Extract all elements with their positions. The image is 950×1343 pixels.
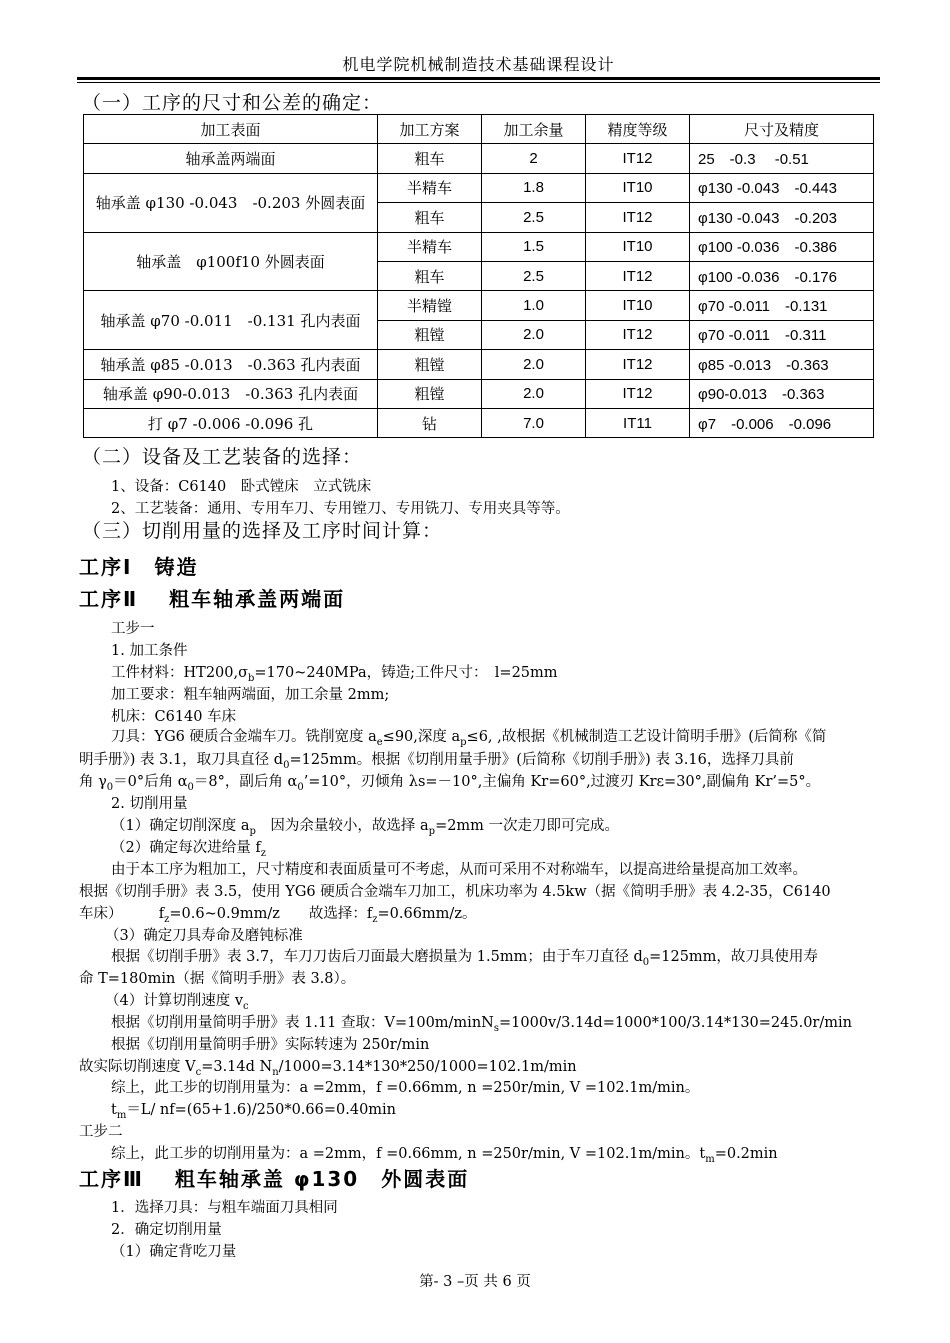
machining-time: $t_m=L/$ nf=(65+1.6)/250*0.66=0.40min <box>111 1102 397 1121</box>
section-1-title: （一）工序的尺寸和公差的确定： <box>82 92 383 114</box>
process-2-title: 工序Ⅱ 粗车轴承盖两端面 <box>79 587 346 611</box>
section-3-title: （三）切削用量的选择及工序时间计算： <box>82 520 443 542</box>
table-header-cell: 加工方案 <box>378 115 482 144</box>
condition-heading: 1. 加工条件 <box>111 643 188 659</box>
size-cell: φ90-0.013 -0.363 <box>690 379 874 408</box>
grade-cell: IT12 <box>586 350 690 379</box>
method-cell: 粗车 <box>378 144 482 173</box>
surface-cell: 轴承盖 φ100f10 外圆表面 <box>84 232 378 291</box>
size-cell: φ70 -0.011 -0.311 <box>690 320 874 349</box>
allowance-cell: 1.5 <box>482 232 586 261</box>
actual-speed: 故实际切削速度 $V_c=3.14d$ $N_n/1000=3.14*130*250/1000=102.1m/\min$ <box>79 1059 577 1078</box>
tool-life-para-2: 命 T=180min（据《简明手册》表 3.8）。 <box>79 971 356 987</box>
grade-cell: IT10 <box>586 173 690 202</box>
allowance-cell: 2.5 <box>482 261 586 290</box>
tool-life-heading: （3）确定刀具寿命及磨钝标准 <box>105 928 303 944</box>
tool-life-para-1: 根据《切削手册》表 3.7，车刀刀齿后刀面最大磨损量为 1.5mm；由于车刀直径 $d_0=125mm$，故刀具使用寿 <box>111 949 818 968</box>
header-rule <box>77 77 880 80</box>
equipment-item: 1、设备：C6140 卧式镗床 立式铣床 <box>111 479 372 495</box>
cutter-angles: 角 $\gamma_0=0^\circ$后角 $\alpha_0=8^\circ$，副后角 $\alpha_0’=10^\circ$，刃倾角 λs=－10°,主偏角 Kr=60°,过渡刃 Krε=30°,副偏角 Kr’=5°。 <box>79 774 821 793</box>
size-cell: φ130 -0.043 -0.443 <box>690 173 874 202</box>
grade-cell: IT12 <box>586 261 690 290</box>
size-cell: φ70 -0.011 -0.131 <box>690 291 874 320</box>
header-rule-thin <box>77 82 880 83</box>
method-cell: 粗镗 <box>378 350 482 379</box>
tooling-item: 2、工艺装备：通用、专用车刀、专用镗刀、专用铣刀、专用夹具等等。 <box>111 501 570 517</box>
size-cell: φ85 -0.013 -0.363 <box>690 350 874 379</box>
process-3-item-2: 2．确定切削用量 <box>111 1222 222 1238</box>
process-3-title: 工序Ⅲ 粗车轴承盖 φ130 外圆表面 <box>79 1167 470 1191</box>
grade-cell: IT10 <box>586 232 690 261</box>
speed-para-2: 根据《切削用量简明手册》实际转速为 250r/min <box>111 1037 430 1053</box>
page-header-title: 机电学院机械制造技术基础课程设计 <box>342 55 615 74</box>
process-3-item-1: 1．选择刀具：与粗车端面刀具相同 <box>111 1200 338 1216</box>
surface-cell: 轴承盖 φ90-0.013 -0.363 孔内表面 <box>84 379 378 408</box>
cutter-line-1: 刀具：YG6 硬质合金端车刀。铣削宽度 $a_e\le 90$,深度 $a_p\le 6$, ,故根据《机械制造工艺设计简明手册》(后简称《简 <box>111 729 827 748</box>
page-footer: 第- 3 –页 共 6 页 <box>419 1274 531 1290</box>
size-cell: φ130 -0.043 -0.203 <box>690 203 874 232</box>
step-2-label: 工步二 <box>79 1124 123 1140</box>
table-row <box>84 379 874 408</box>
cutting-depth: （1）确定切削深度 $a_p$ 因为余量较小，故选择 $a_p=2mm$ 一次走刀即可完成。 <box>111 818 620 837</box>
allowance-cell: 2.0 <box>482 379 586 408</box>
table-row <box>84 408 874 437</box>
step-2-summary: 综上，此工步的切削用量为：a =2mm，f =0.66mm, n =250r/min, V =102.1m/min。$t_m=0.2\min$ <box>111 1146 778 1165</box>
allowance-cell: 1.0 <box>482 291 586 320</box>
allowance-cell: 2.0 <box>482 350 586 379</box>
table-header-cell: 加工表面 <box>84 115 378 144</box>
tolerance-table <box>83 114 874 438</box>
method-cell: 半精车 <box>378 173 482 202</box>
workpiece-material: 工件材料：$HT200,\sigma_b=170\sim 240MPa$，铸造;工件尺寸： l=25mm <box>111 665 558 684</box>
surface-cell: 轴承盖 φ70 -0.011 -0.131 孔内表面 <box>84 291 378 350</box>
method-cell: 半精车 <box>378 232 482 261</box>
allowance-cell: 2.0 <box>482 320 586 349</box>
allowance-cell: 2 <box>482 144 586 173</box>
grade-cell: IT12 <box>586 203 690 232</box>
table-row <box>84 144 874 173</box>
process-3-item-3: （1）确定背吃刀量 <box>111 1244 237 1260</box>
table-header-cell: 加工余量 <box>482 115 586 144</box>
method-cell: 粗镗 <box>378 379 482 408</box>
surface-cell: 轴承盖 φ85 -0.013 -0.363 孔内表面 <box>84 350 378 379</box>
surface-cell: 轴承盖两端面 <box>84 144 378 173</box>
size-cell: φ7 -0.006 -0.096 <box>690 408 874 437</box>
grade-cell: IT10 <box>586 291 690 320</box>
speed-heading: （4）计算切削速度 $v_c$ <box>105 993 249 1012</box>
feed-para-3: 车床） $f_z=0.6\sim 0.9mm/z$ 故选择：$f_z=0.66mm/z$。 <box>79 906 477 925</box>
feed-para-1: 由于本工序为粗加工，尺寸精度和表面质量可不考虑，从而可采用不对称端车，以提高进给量提高加工效率。 <box>111 862 807 878</box>
size-cell: φ100 -0.036 -0.386 <box>690 232 874 261</box>
surface-cell: 轴承盖 φ130 -0.043 -0.203 外圆表面 <box>84 173 378 232</box>
table-row <box>84 173 874 202</box>
method-cell: 钻 <box>378 408 482 437</box>
machine-tool: 机床：C6140 车床 <box>111 709 237 725</box>
allowance-cell: 2.5 <box>482 203 586 232</box>
method-cell: 半精镗 <box>378 291 482 320</box>
section-2-title: （二）设备及工艺装备的选择： <box>82 446 363 468</box>
table-row <box>84 350 874 379</box>
table-row <box>84 291 874 320</box>
size-cell: φ100 -0.036 -0.176 <box>690 261 874 290</box>
step-1-label: 工步一 <box>111 621 155 637</box>
table-header-row <box>84 115 874 144</box>
method-cell: 粗镗 <box>378 320 482 349</box>
grade-cell: IT12 <box>586 144 690 173</box>
process-1-title: 工序Ⅰ 铸造 <box>79 555 199 579</box>
table-row <box>84 232 874 261</box>
surface-cell: 打 φ7 -0.006 -0.096 孔 <box>84 408 378 437</box>
cutter-line-2: 明手册》) 表 3.1，取刀具直径 $d_0=125mm$。根据《切削用量手册》(后简称《切削手册》) 表 3.16，选择刀具前 <box>79 752 794 771</box>
grade-cell: IT11 <box>586 408 690 437</box>
step-1-summary: 综上，此工步的切削用量为：a =2mm，f =0.66mm, n =250r/min, V =102.1m/min。 <box>111 1080 700 1096</box>
allowance-cell: 1.8 <box>482 173 586 202</box>
size-cell: 25 -0.3 -0.51 <box>690 144 874 173</box>
allowance-cell: 7.0 <box>482 408 586 437</box>
grade-cell: IT12 <box>586 320 690 349</box>
cutting-amount-heading: 2. 切削用量 <box>111 796 188 812</box>
feed-heading: （2）确定每次进给量 $f_z$ <box>111 840 266 859</box>
method-cell: 粗车 <box>378 203 482 232</box>
table-header-cell: 尺寸及精度 <box>690 115 874 144</box>
method-cell: 粗车 <box>378 261 482 290</box>
feed-para-2: 根据《切削手册》表 3.5，使用 YG6 硬质合金端车刀加工，机床功率为 4.5kw（据《简明手册》表 4.2-35，C6140 <box>79 884 831 900</box>
machining-requirement: 加工要求：粗车轴两端面，加工余量 2mm; <box>111 687 390 703</box>
speed-para-1: 根据《切削用量简明手册》表 1.11 查取：V=100m/minN$_s$=1000v/3.14d=1000*100/3.14*130=245.0r/min <box>111 1015 852 1034</box>
grade-cell: IT12 <box>586 379 690 408</box>
table-header-cell: 精度等级 <box>586 115 690 144</box>
